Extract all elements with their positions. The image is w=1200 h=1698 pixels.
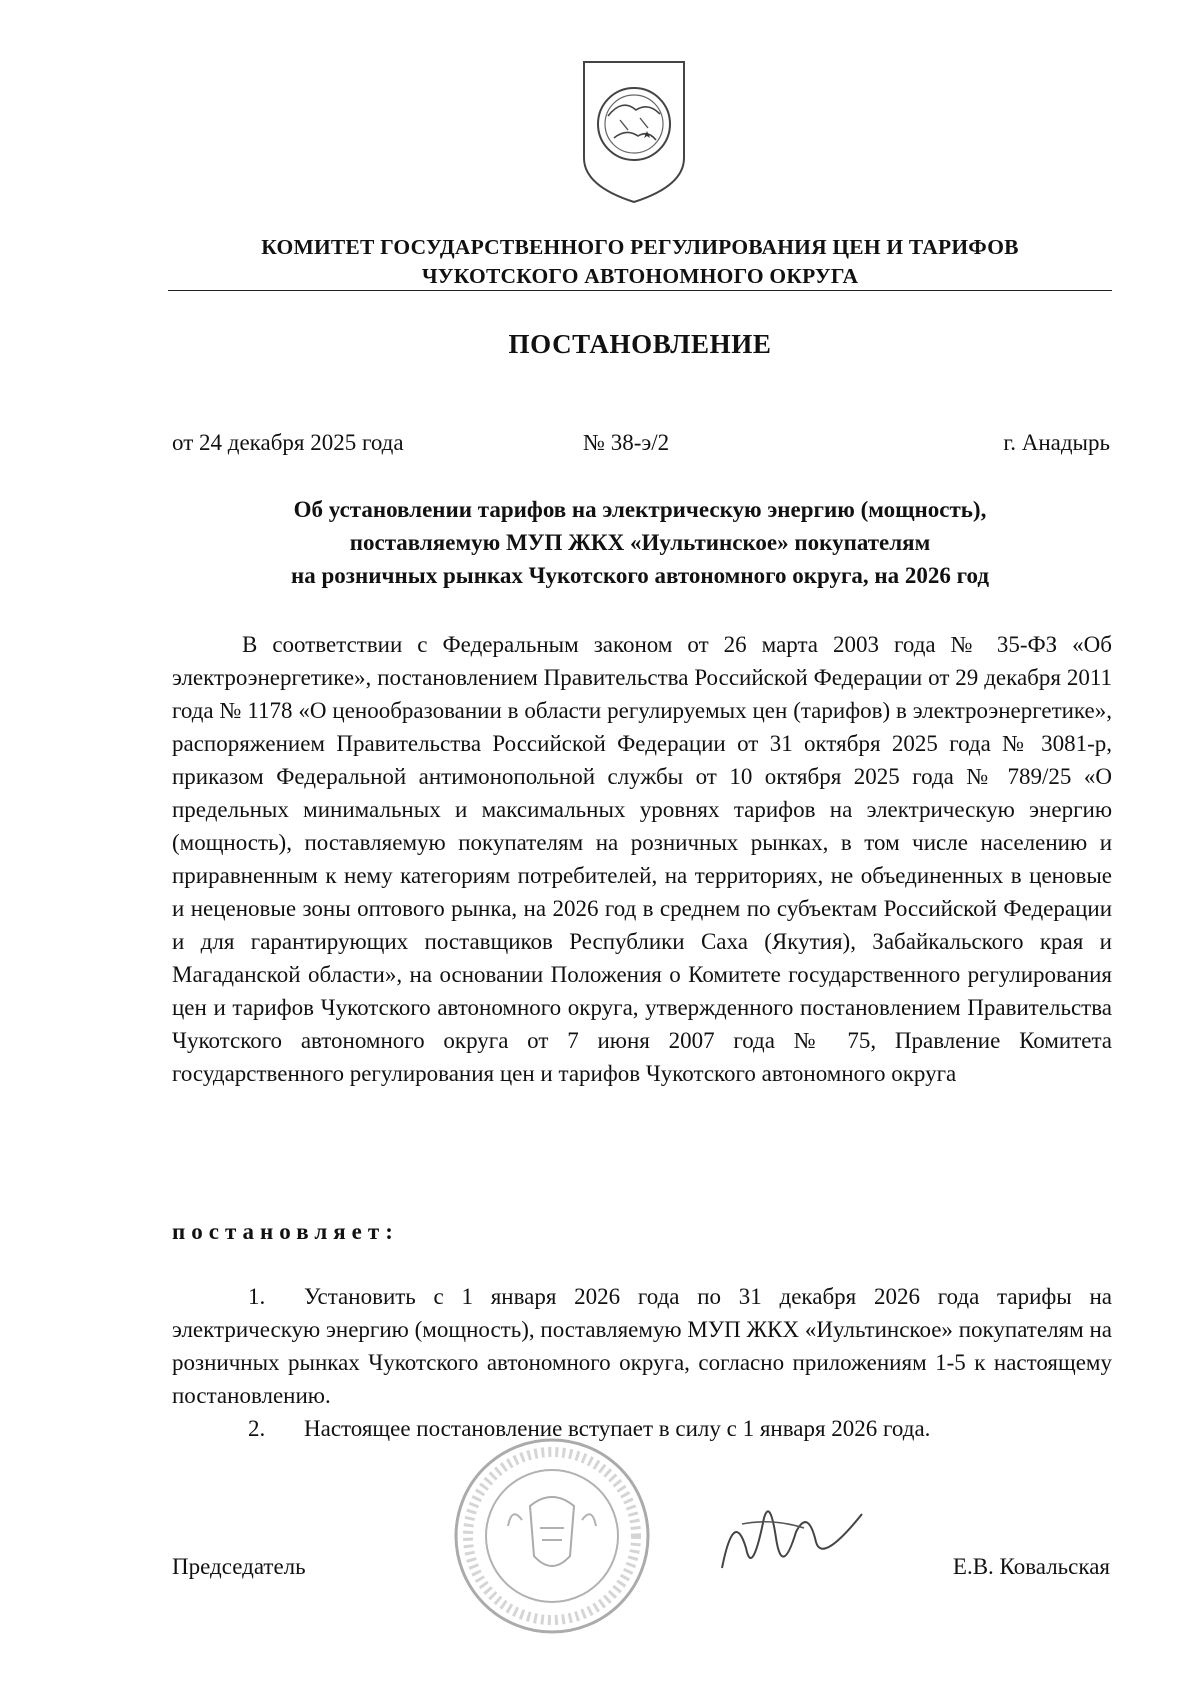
item-text: Настоящее постановление вступает в силу с 1 января 2026 года. <box>304 1416 931 1441</box>
handwritten-signature <box>712 1488 868 1588</box>
document-city: г. Анадырь <box>1003 430 1110 455</box>
title-line-2: поставляемую МУП ЖКХ «Иультинское» покупателям <box>349 530 931 555</box>
item-text: Установить с 1 января 2026 года по 31 декабря 2026 года тарифы на электрическую энергию (мощность), поставляемую МУП ЖКХ «Иультинское» покупателям на розничных рынках Чукотского автономного округа, согласно приложениям 1-5 к настоящему постановлению. <box>172 1284 1112 1408</box>
list-item <box>172 1280 1112 1412</box>
organization-line-2: ЧУКОТСКОГО АВТОНОМНОГО ОКРУГА <box>421 264 859 288</box>
document-date: от 24 декабря 2025 года <box>172 430 404 455</box>
organization-line-1: КОМИТЕТ ГОСУДАРСТВЕННОГО РЕГУЛИРОВАНИЯ ЦЕН И ТАРИФОВ <box>261 235 1019 259</box>
signer-role: Председатель <box>172 1554 306 1579</box>
resolves-word: постановляет: <box>172 1219 399 1244</box>
title-line-3: на розничных рынках Чукотского автономного округа, на 2026 год <box>291 563 989 588</box>
organization-name <box>168 233 1112 291</box>
official-seal-stamp <box>452 1436 652 1636</box>
item-number: 2. <box>248 1416 266 1441</box>
document-title <box>168 493 1112 592</box>
document-number: № 38-э/2 <box>583 430 670 455</box>
coat-of-arms-icon <box>578 58 690 206</box>
title-line-1: Об установлении тарифов на электрическую энергию (мощность), <box>293 497 987 522</box>
header-divider <box>168 290 1112 291</box>
item-number: 1. <box>248 1284 266 1309</box>
signer-name: Е.В. Ковальская <box>952 1554 1110 1579</box>
document-type: ПОСТАНОВЛЕНИЕ <box>508 329 772 359</box>
preamble-paragraph: В соответствии с Федеральным законом от 26 марта 2003 года № 35-ФЗ «Об электроэнергетике», постановлением Правительства Российской Федерации от 29 декабря 2011 года № 1178 «О ценообразовании в области регулируемых цен (тарифов) в электроэнергетике», распоряжением Правительства Российской Федерации от 31 октября 2025 года № 3081-р, приказом Федеральной антимонопольной службы от 10 октября 2025 года № 789/25 «О предельных минимальных и максимальных уровнях тарифов на электрическую энергию (мощность), поставляемую покупателям на розничных рынках, в том числе населению и приравненным к нему категориям потребителей, на территориях, не объединенных в ценовые и неценовые зоны оптового рынка, на 2026 год в среднем по субъектам Российской Федерации и для гарантирующих поставщиков Республики Саха (Якутия), Забайкальского края и Магаданской области», на основании Положения о Комитете государственного регулирования цен и тарифов Чукотского автономного округа, утвержденного постановлением Правительства Чукотского автономного округа от 7 июня 2007 года № 75, Правление Комитета государственного регулирования цен и тарифов Чукотского автономного округа <box>172 632 1112 1086</box>
